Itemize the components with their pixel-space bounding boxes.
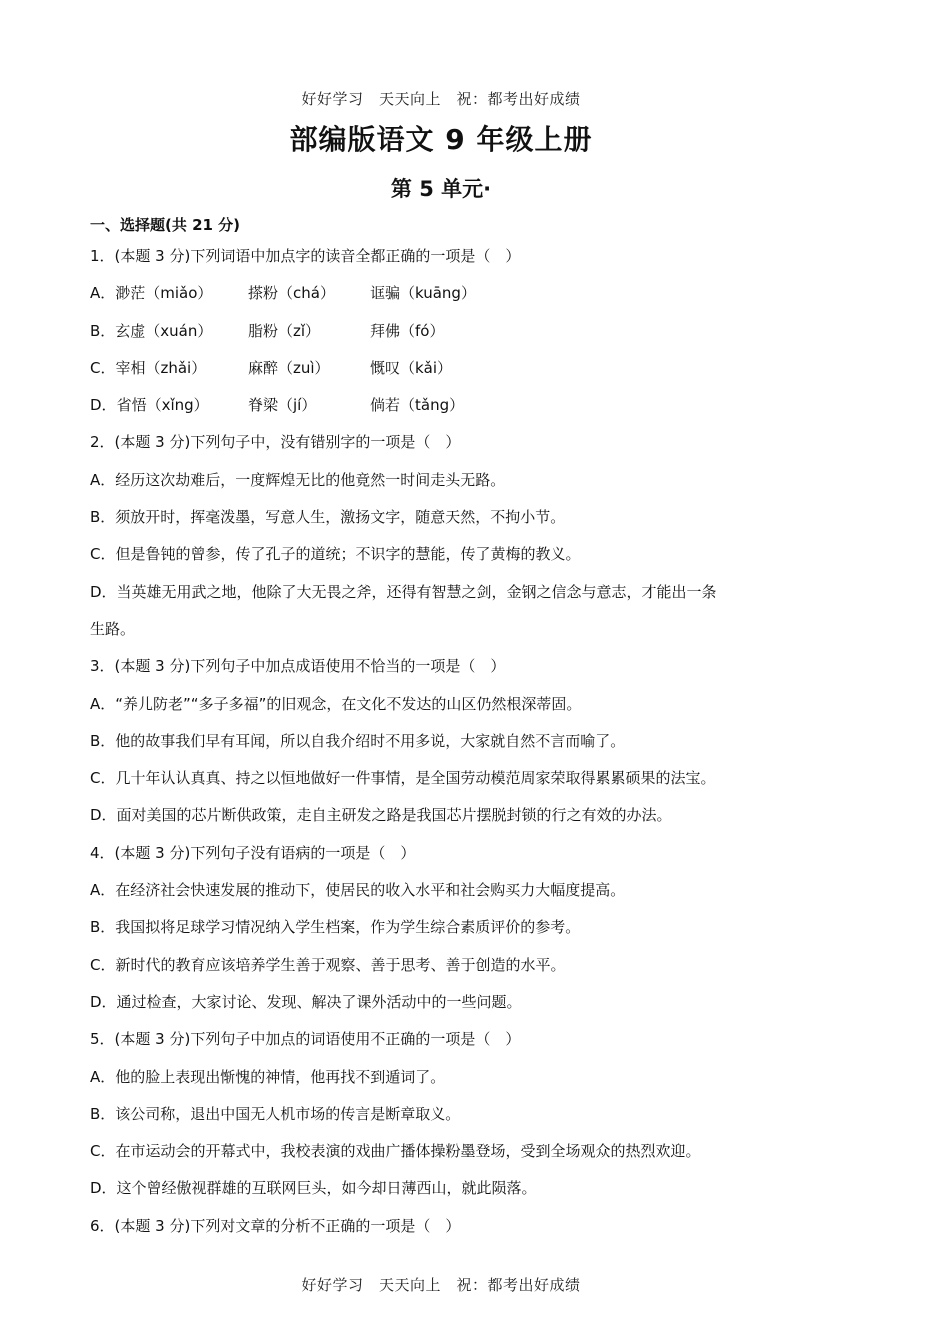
question-1-option-d: [90, 387, 800, 424]
page-header: 好好学习 天天向上 祝：都考出好成绩: [301, 90, 581, 108]
question-5-option-d: D．这个曾经傲视群雄的互联网巨头，如今却日薄西山，就此陨落。: [90, 1179, 537, 1198]
question-3-stem: 3．(本题 3 分)下列句子中加点成语使用不恰当的一项是（ ）: [90, 657, 506, 676]
option-label-and-first-item: A．渺茫（miǎo）: [90, 284, 213, 303]
option-second-item: 搽粉（chá）: [248, 284, 335, 303]
option-second-item: 麻醉（zuì）: [248, 358, 330, 377]
option-third-item: 诓骗（kuāng）: [370, 284, 476, 303]
question-5-option-b: B．该公司称，退出中国无人机市场的传言是断章取义。: [90, 1104, 461, 1123]
question-3-option-c: C．几十年认认真真、持之以恒地做好一件事情，是全国劳动模范周家荣取得累累硕果的法宝。: [90, 769, 716, 788]
question-5-stem: 5．(本题 3 分)下列句子中加点的词语使用不正确的一项是（ ）: [90, 1030, 521, 1049]
question-4-stem: 4．(本题 3 分)下列句子没有语病的一项是（ ）: [90, 843, 416, 862]
question-2-stem: 2．(本题 3 分)下列句子中，没有错别字的一项是（ ）: [90, 433, 461, 452]
question-6-stem: 6．(本题 3 分)下列对文章的分析不正确的一项是（ ）: [90, 1216, 461, 1235]
question-1-stem: 1．(本题 3 分)下列词语中加点字的读音全都正确的一项是（ ）: [90, 247, 521, 265]
option-third-item: 倘若（tǎng）: [370, 396, 465, 415]
question-1-option-a: [90, 275, 800, 312]
question-2-option-b: B．须放开时，挥毫泼墨，写意人生，激扬文字，随意天然，不拘小节。: [90, 508, 566, 527]
option-label-and-first-item: C．宰相（zhǎi）: [90, 358, 207, 377]
unit-subtitle: 第 5 单元·: [390, 177, 492, 201]
section-heading: 一、选择题(共 21 分): [90, 216, 241, 234]
question-4-option-c: C．新时代的教育应该培养学生善于观察、善于思考、善于创造的水平。: [90, 955, 566, 974]
question-content: [90, 212, 800, 1245]
option-second-item: 脊梁（jí）: [248, 396, 317, 415]
question-2-option-a: A．经历这次劫难后，一度辉煌无比的他竟然一时间走头无路。: [90, 470, 506, 489]
question-5-option-a: A．他的脸上表现出惭愧的神情，他再找不到遁词了。: [90, 1067, 446, 1086]
question-2-option-d: D．当英雄无用武之地，他除了大无畏之斧，还得有智慧之剑，金钢之信念与意志，才能出一条: [90, 582, 717, 601]
question-2-option-c: C．但是鲁钝的曾参，传了孔子的道统；不识字的慧能，传了黄梅的教义。: [90, 545, 581, 564]
option-label-and-first-item: D．省悟（xǐng）: [90, 396, 209, 415]
question-4-option-b: B．我国拟将足球学习情况纳入学生档案，作为学生综合素质评价的参考。: [90, 918, 581, 937]
option-second-item: 脂粉（zǐ）: [248, 321, 321, 340]
question-1-option-b: [90, 313, 800, 350]
option-third-item: 拜佛（fó）: [370, 321, 445, 340]
option-label-and-first-item: B．玄虚（xuán）: [90, 321, 213, 340]
question-1-option-c: [90, 350, 800, 387]
page-footer: 好好学习 天天向上 祝：都考出好成绩: [301, 1276, 581, 1294]
question-5-option-c: C．在市运动会的开幕式中，我校表演的戏曲广播体操粉墨登场，受到全场观众的热烈欢迎。: [90, 1142, 701, 1161]
question-2-option-d-continued: 生路。: [90, 619, 136, 638]
question-3-option-b: B．他的故事我们早有耳闻，所以自我介绍时不用多说，大家就自然不言而喻了。: [90, 731, 626, 750]
question-4-option-d: D．通过检查，大家讨论、发现、解决了课外活动中的一些问题。: [90, 992, 522, 1011]
question-4-option-a: A．在经济社会快速发展的推动下，使居民的收入水平和社会购买力大幅度提高。: [90, 881, 626, 900]
option-third-item: 慨叹（kǎi）: [370, 358, 453, 377]
question-3-option-d: D．面对美国的芯片断供政策，走自主研发之路是我国芯片摆脱封锁的行之有效的办法。: [90, 806, 672, 825]
question-3-option-a: A．“养儿防老”“多子多福”的旧观念，在文化不发达的山区仍然根深蒂固。: [90, 694, 582, 713]
document-title: 部编版语文 9 年级上册: [289, 123, 593, 156]
